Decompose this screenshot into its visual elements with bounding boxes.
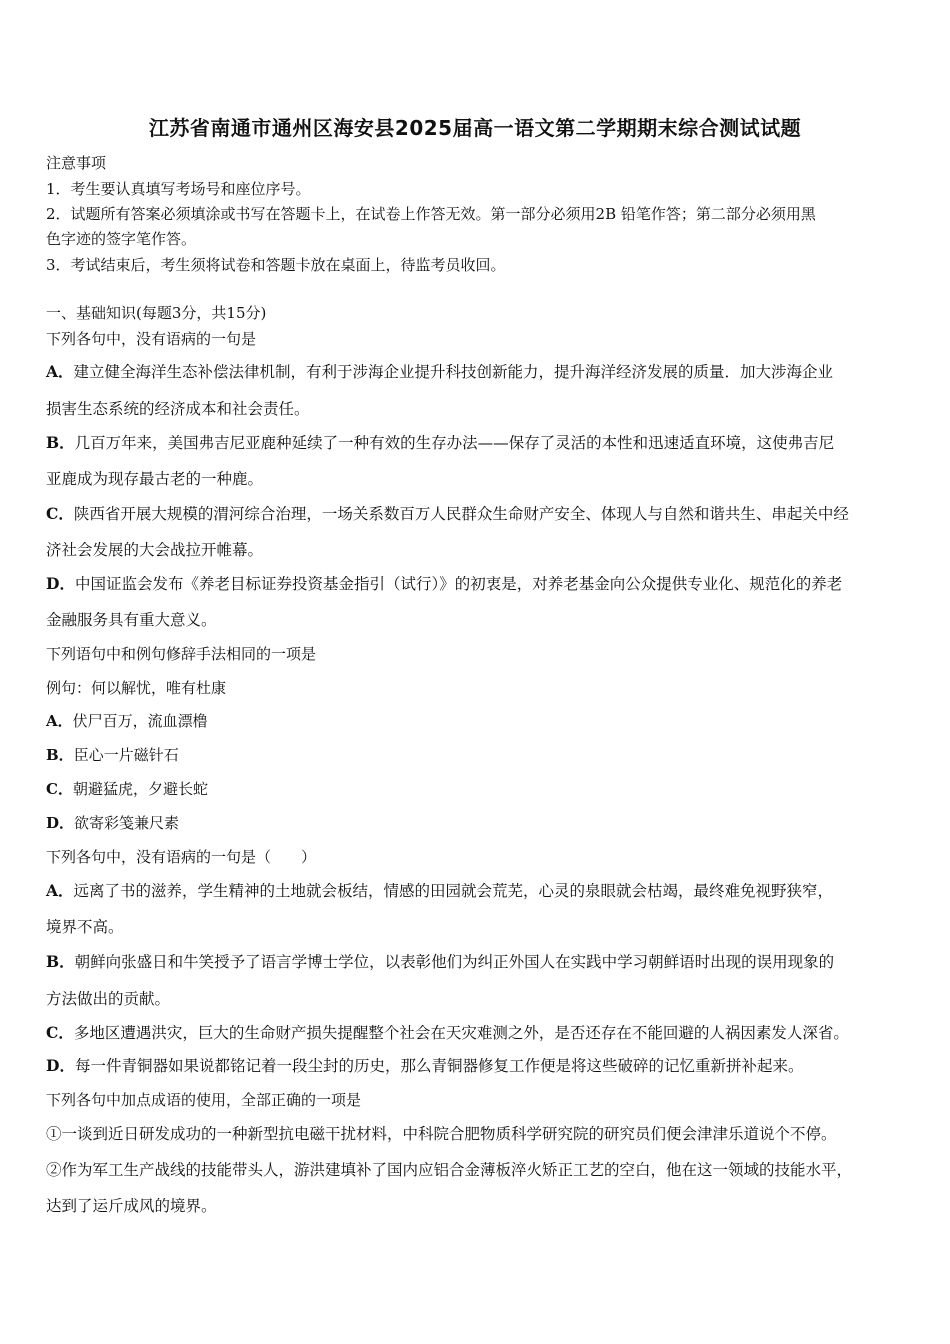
option-text: 欲寄彩笺兼尺素 xyxy=(74,814,180,832)
option-text: 中国证监会发布《养老目标证券投资基金指引（试行）》的初衷是，对养老基金向公众提供专业化、规范化的养老 xyxy=(74,575,843,593)
question-1-option-a-line-2: 损害生态系统的经济成本和社会责任。 xyxy=(46,400,310,418)
question-3-option-a-line-1 xyxy=(46,879,833,901)
question-4-item-1: ①一谈到近日研发成功的一种新型抗电磁干扰材料，中科院合肥物质科学研究院的研究员们便会津津乐道说个不停。 xyxy=(46,1125,837,1143)
question-3-option-d xyxy=(46,1054,803,1076)
question-3-option-b-line-2: 方法做出的贡献。 xyxy=(46,990,171,1008)
option-text: 陕西省开展大规模的渭河综合治理，一场关系数百万人民群众生命财产安全、体现人与自然和谐共生、串起关中经 xyxy=(73,505,849,523)
question-2-option-a xyxy=(46,710,208,731)
question-2-option-c xyxy=(46,778,208,799)
option-text: 伏尸百万，流血漂橹 xyxy=(72,712,208,730)
option-label: B． xyxy=(46,952,75,971)
option-text: 朝鲜向张盛日和牛笑授予了语言学博士学位，以表彰他们为纠正外国人在实践中学习朝鲜语时出现的误用现象的 xyxy=(74,953,835,971)
question-3-option-a-line-2: 境界不高。 xyxy=(46,918,124,936)
question-1-option-a-line-1 xyxy=(46,360,833,382)
section-heading: 一、基础知识(每题3分，共15分) xyxy=(46,304,267,322)
question-1-option-b-line-1 xyxy=(46,431,834,453)
option-text: 远离了书的滋养，学生精神的土地就会板结，情感的田园就会荒芜，心灵的泉眼就会枯竭，最终难免视野狭窄， xyxy=(73,882,834,900)
page-title: 江苏省南通市通州区海安县2025届高一语文第二学期期末综合测试试题 xyxy=(148,116,802,140)
notice-item-3: 3．考试结束后，考生须将试卷和答题卡放在桌面上，待监考员收回。 xyxy=(46,256,506,274)
question-1-option-b-line-2: 亚鹿成为现存最古老的一种鹿。 xyxy=(46,470,264,488)
question-4-stem: 下列各句中加点成语的使用，全部正确的一项是 xyxy=(46,1091,362,1109)
option-label: A． xyxy=(46,362,74,381)
option-label: B． xyxy=(46,746,74,764)
question-3-option-b-line-1 xyxy=(46,950,834,972)
option-text: 多地区遭遇洪灾，巨大的生命财产损失提醒整个社会在天灾难测之外，是否还存在不能回避的人祸因素发人深省。 xyxy=(73,1024,849,1042)
option-label: A． xyxy=(46,881,74,900)
option-label: D． xyxy=(46,1056,75,1075)
notice-item-1: 1．考生要认真填写考场号和座位序号。 xyxy=(46,180,311,198)
option-label: D． xyxy=(46,814,75,832)
option-text: 每一件青铜器如果说都铭记着一段尘封的历史，那么青铜器修复工作便是将这些破碎的记忆重新拼补起来。 xyxy=(74,1057,804,1075)
question-2-example: 例句：何以解忧，唯有杜康 xyxy=(46,679,227,697)
question-1-stem: 下列各句中，没有语病的一句是 xyxy=(46,330,257,348)
question-1-option-d-line-2: 金融服务具有重大意义。 xyxy=(46,611,217,629)
question-1-option-d-line-1 xyxy=(46,572,842,594)
option-label: C． xyxy=(46,780,73,798)
option-label: A． xyxy=(46,712,73,730)
question-1-option-c-line-1 xyxy=(46,502,849,524)
option-text: 臣心一片磁针石 xyxy=(73,746,179,764)
question-3-option-c xyxy=(46,1021,849,1043)
option-label: B． xyxy=(46,433,75,452)
option-text: 朝避猛虎，夕避长蛇 xyxy=(72,780,208,798)
notice-item-2-line-1: 2．试题所有答案必须填涂或书写在答题卡上，在试卷上作答无效。第一部分必须用2B 铅笔作答；第二部分必须用黑 xyxy=(46,205,816,223)
question-4-item-2-line-2: 达到了运斤成风的境界。 xyxy=(46,1197,217,1215)
question-2-option-b xyxy=(46,744,179,765)
question-1-option-c-line-2: 济社会发展的大会战拉开帷幕。 xyxy=(46,541,264,559)
notice-heading: 注意事项 xyxy=(46,154,107,172)
option-label: C． xyxy=(46,1023,74,1042)
option-label: D． xyxy=(46,574,75,593)
question-2-option-d xyxy=(46,812,179,833)
option-label: C． xyxy=(46,504,74,523)
question-3-stem: 下列各句中，没有语病的一句是（ ） xyxy=(46,848,317,866)
question-2-stem: 下列语句中和例句修辞手法相同的一项是 xyxy=(46,645,317,663)
question-4-item-2-line-1: ②作为军工生产战线的技能带头人，游洪建填补了国内应铝合金薄板淬火矫正工艺的空白，他在这一领域的技能水平， xyxy=(46,1161,853,1179)
option-text: 建立健全海洋生态补偿法律机制，有利于涉海企业提升科技创新能力，提升海洋经济发展的质量．加大涉海企业 xyxy=(73,363,834,381)
notice-item-2-line-2: 色字迹的签字笔作答。 xyxy=(46,230,197,248)
option-text: 几百万年来，美国弗吉尼亚鹿种延续了一种有效的生存办法——保存了灵活的本性和迅速适直环境，这使弗吉尼 xyxy=(74,434,835,452)
